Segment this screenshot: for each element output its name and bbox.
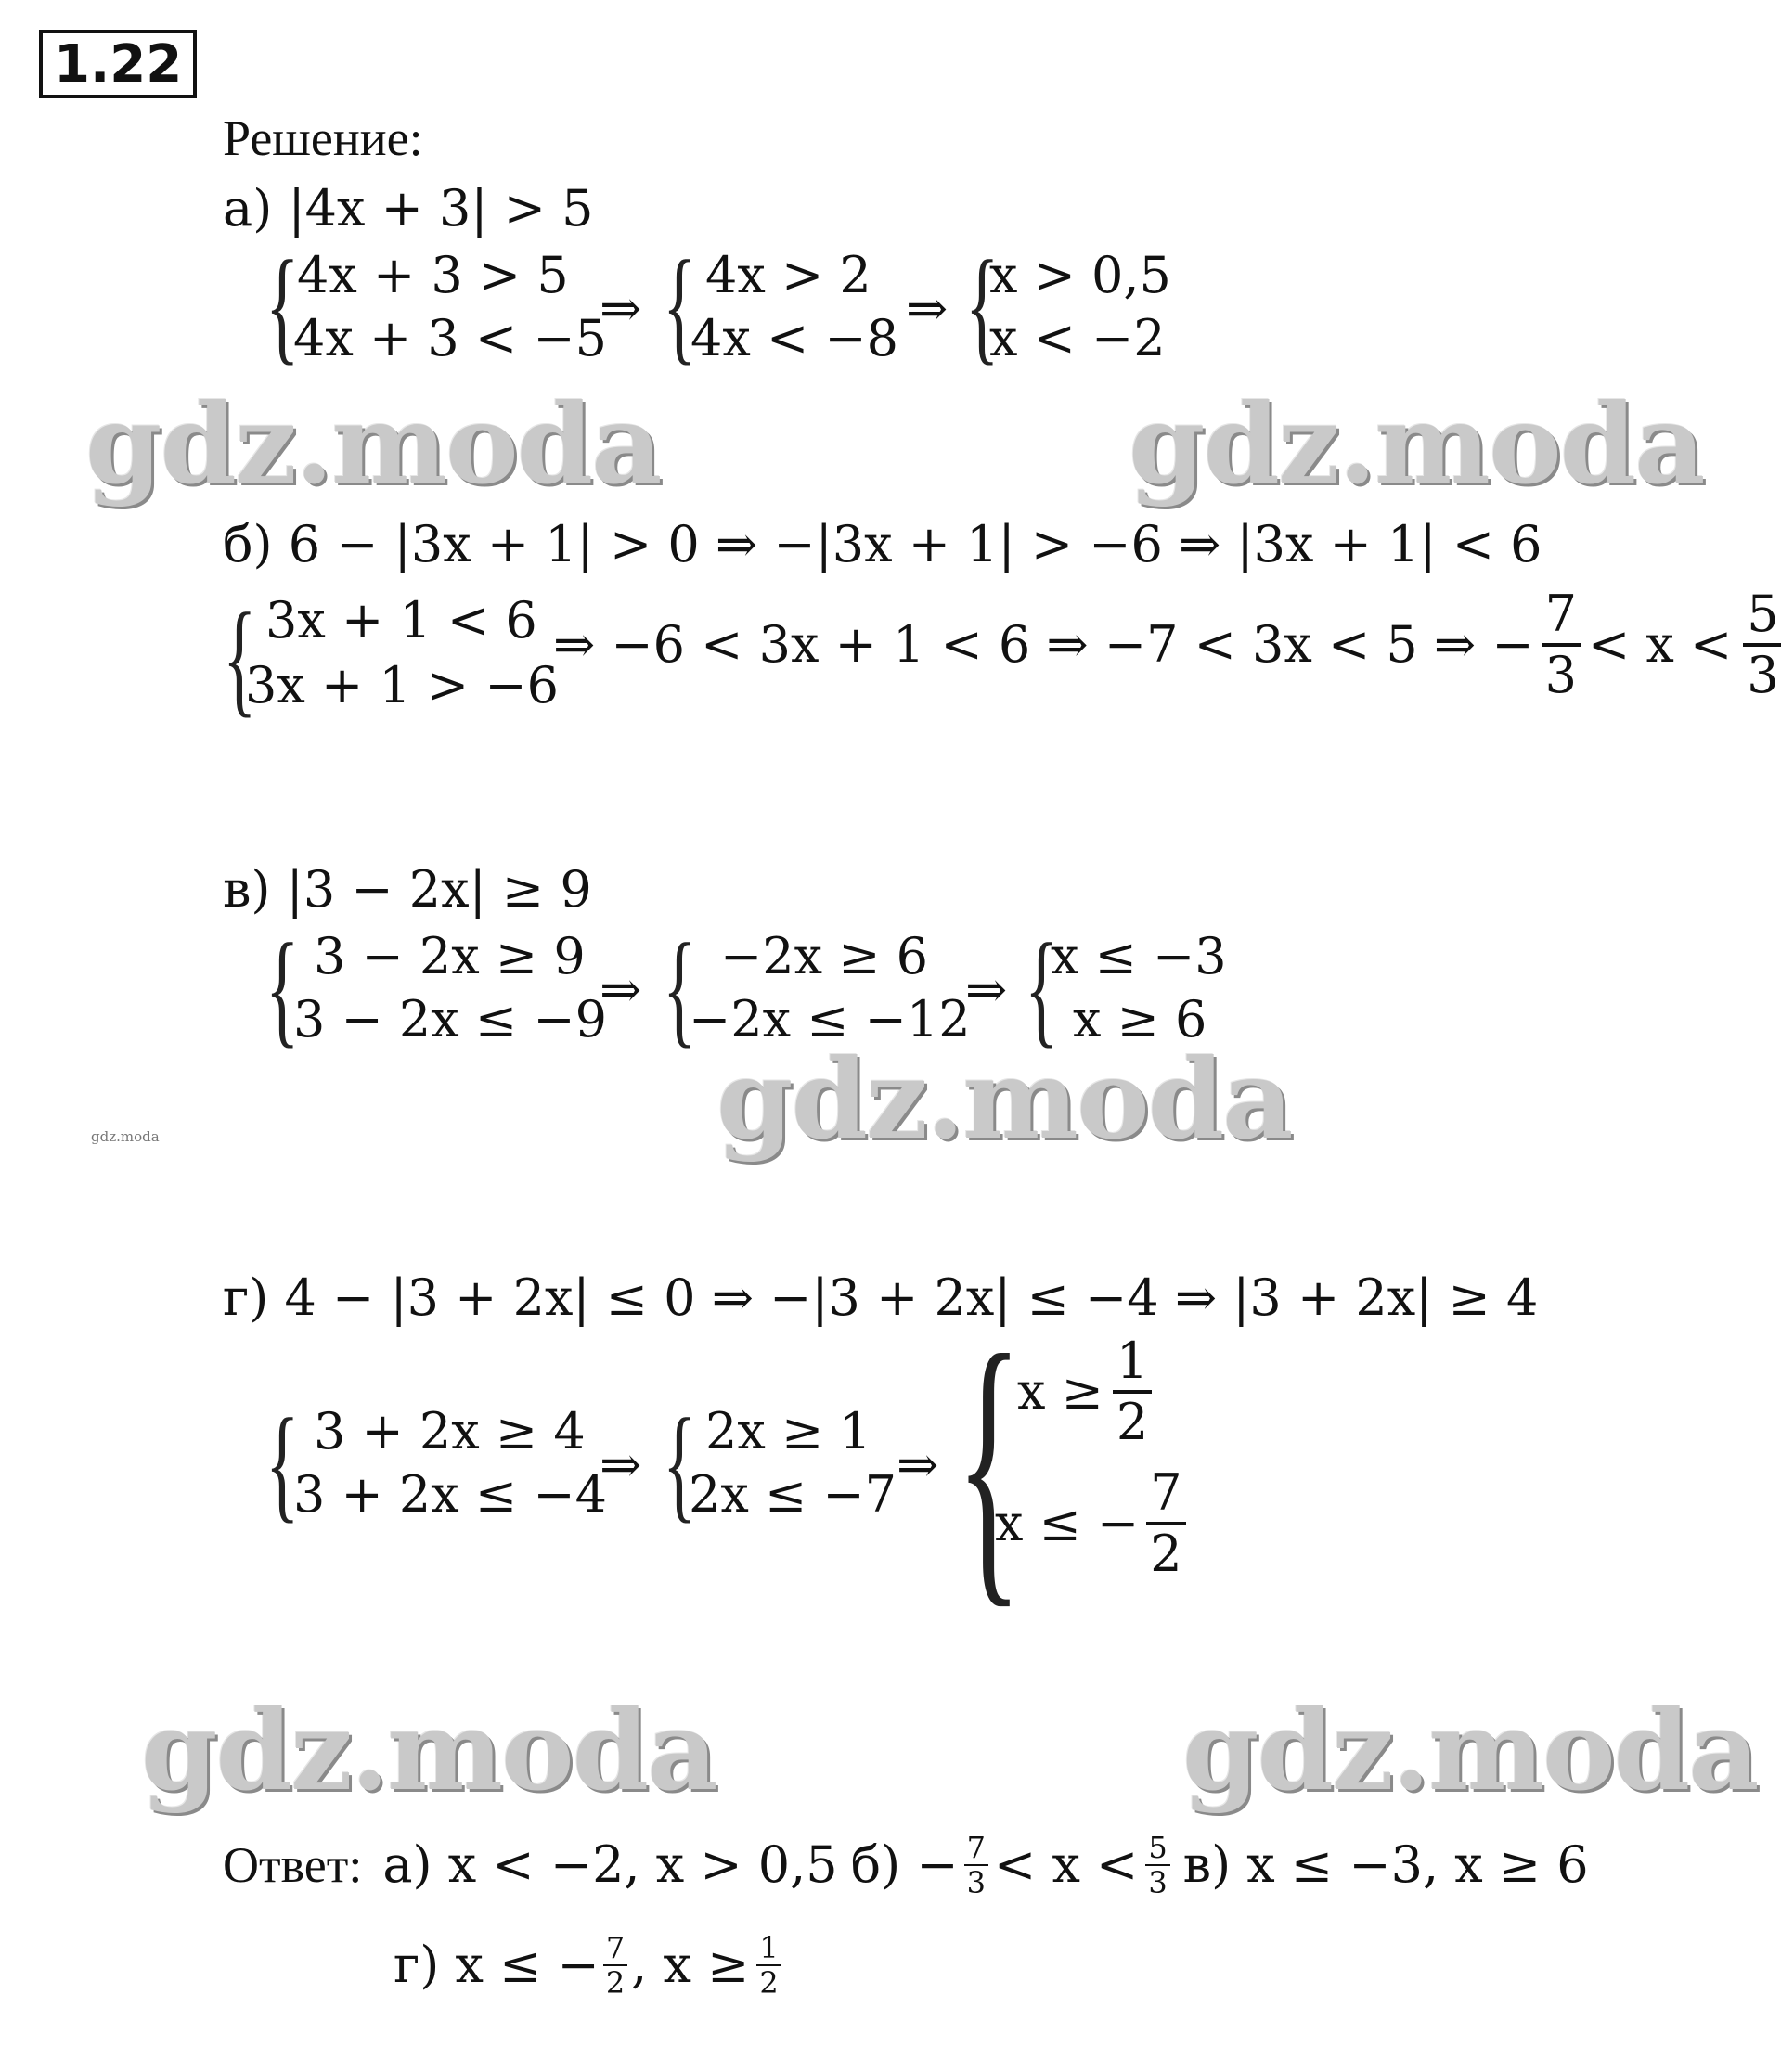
part-c-sys2-row2: −2x ≤ −12 [689,990,971,1049]
brace-icon: { [265,1392,300,1534]
part-d-sys1-row2: 3 + 2x ≤ −4 [293,1465,607,1524]
part-d-sys3-row2-text: x ≤ − [995,1494,1140,1552]
brace-icon: { [1025,917,1059,1059]
part-a-sys1-row1: 4x + 3 > 5 [297,246,569,304]
fraction-numerator: 5 [1743,589,1781,647]
part-a-sys3-row2: x < −2 [989,309,1166,367]
watermark: gdz.moda [141,1686,716,1815]
watermark: gdz.moda [1182,1686,1758,1815]
answer-d-prefix: г) x ≤ − [394,1936,600,1994]
part-d-sys2-row1: 2x ≥ 1 [705,1402,871,1461]
part-d-chain: 4 − |3 + 2x| ≤ 0 ⇒ −|3 + 2x| ≤ −4 ⇒ |3 + 2x| ≥ 4 [284,1268,1539,1327]
fraction-numerator: 7 [1146,1468,1185,1525]
answer-line-1 [223,1819,1589,1911]
solution-heading: Решение: [223,110,423,166]
fraction-7-3 [964,1830,988,1900]
fraction-numerator: 7 [603,1933,627,1966]
fraction-numerator: 1 [756,1933,781,1966]
implies-arrow: ⇒ [906,279,949,338]
fraction-5-3 [1743,585,1781,704]
part-a-statement [223,179,594,238]
part-b-chain-2: ⇒ −6 < 3x + 1 < 6 ⇒ −7 < 3x < 5 ⇒ − [553,615,1534,674]
part-b-mid: < x < [1587,615,1733,674]
implies-arrow: ⇒ [600,1435,642,1494]
part-d-statement [223,1268,1539,1327]
part-d-sys3-row1-text: x ≥ [1017,1362,1103,1421]
part-c-label: в) [223,860,271,919]
brace-icon: { [265,234,300,376]
part-b-label: б) [223,515,273,573]
fraction-numerator: 7 [1542,589,1581,647]
part-c-sys1-row1: 3 − 2x ≥ 9 [314,927,586,985]
answer-line-2 [394,1919,781,2012]
brace-icon: { [265,917,300,1059]
fraction-numerator: 1 [1113,1336,1152,1394]
part-a-label: а) [223,179,273,238]
part-d-sys3-row2 [995,1463,1186,1583]
brace-icon: { [223,586,257,728]
watermark: gdz.moda [85,380,661,508]
answer-d-mid: , x ≥ [631,1936,750,1994]
part-a-sys2-row2: 4x < −8 [690,309,898,367]
answer-c: в) x ≤ −3, x ≥ 6 [1182,1835,1589,1894]
part-a-inequality: |4x + 3| > 5 [288,179,594,238]
part-b-sys1-row2: 3x + 1 > −6 [245,656,559,714]
part-c-sys3-row2: x ≥ 6 [1073,990,1207,1049]
fraction-1-2 [1113,1332,1152,1451]
part-c-sys1-row2: 3 − 2x ≤ −9 [293,990,607,1049]
implies-arrow: ⇒ [600,960,642,1019]
fraction-denominator: 3 [1148,1865,1168,1900]
answer-b-mid: < x < [994,1835,1139,1894]
fraction-1-2 [756,1930,781,2001]
fraction-denominator: 3 [1544,646,1577,704]
fraction-7-2 [1146,1463,1185,1583]
fraction-7-3 [1542,585,1581,704]
part-b-statement [223,515,1542,573]
fraction-denominator: 2 [1116,1393,1149,1451]
fraction-denominator: 3 [966,1865,987,1900]
watermark-small: gdz.moda [91,1128,160,1145]
fraction-numerator: 7 [964,1833,988,1866]
fraction-5-3 [1145,1830,1169,1900]
answer-b-prefix: б) − [850,1835,959,1894]
brace-icon: { [965,234,1000,376]
implies-arrow: ⇒ [965,960,1008,1019]
fraction-denominator: 3 [1747,646,1779,704]
part-a-sys2-row1: 4x > 2 [705,246,871,304]
fraction-denominator: 2 [759,1965,779,2001]
part-c-statement [223,860,592,919]
fraction-denominator: 2 [1150,1525,1182,1583]
watermark: gdz.moda [716,1035,1292,1164]
brace-icon: { [663,917,697,1059]
part-a-sys3-row1: x > 0,5 [989,246,1171,304]
part-d-sys1-row1: 3 + 2x ≥ 4 [314,1402,586,1461]
fraction-7-2 [603,1930,627,2001]
fraction-numerator: 5 [1145,1833,1169,1866]
part-b-chain: 6 − |3x + 1| > 0 ⇒ −|3x + 1| > −6 ⇒ |3x + 1| < 6 [288,515,1542,573]
brace-icon: { [663,234,697,376]
answer-a: а) x < −2, x > 0,5 [382,1835,838,1894]
implies-arrow: ⇒ [897,1435,939,1494]
part-d-sys2-row2: 2x ≤ −7 [689,1465,897,1524]
implies-arrow: ⇒ [600,279,642,338]
part-c-sys2-row1: −2x ≥ 6 [720,927,928,985]
brace-icon: { [663,1392,697,1534]
part-a-sys1-row2: 4x + 3 < −5 [293,309,607,367]
brace-icon: { [956,1293,1023,1632]
fraction-denominator: 2 [605,1965,626,2001]
part-b-result [553,585,1781,705]
watermark: gdz.moda [1129,380,1704,508]
answer-label: Ответ: [223,1837,363,1893]
problem-number: 1.22 [39,30,197,98]
part-c-inequality: |3 − 2x| ≥ 9 [286,860,592,919]
part-d-label: г) [223,1268,269,1327]
part-c-sys3-row1: x ≤ −3 [1051,927,1227,985]
part-b-sys1-row1: 3x + 1 < 6 [265,591,537,650]
part-d-sys3-row1 [1017,1332,1152,1451]
